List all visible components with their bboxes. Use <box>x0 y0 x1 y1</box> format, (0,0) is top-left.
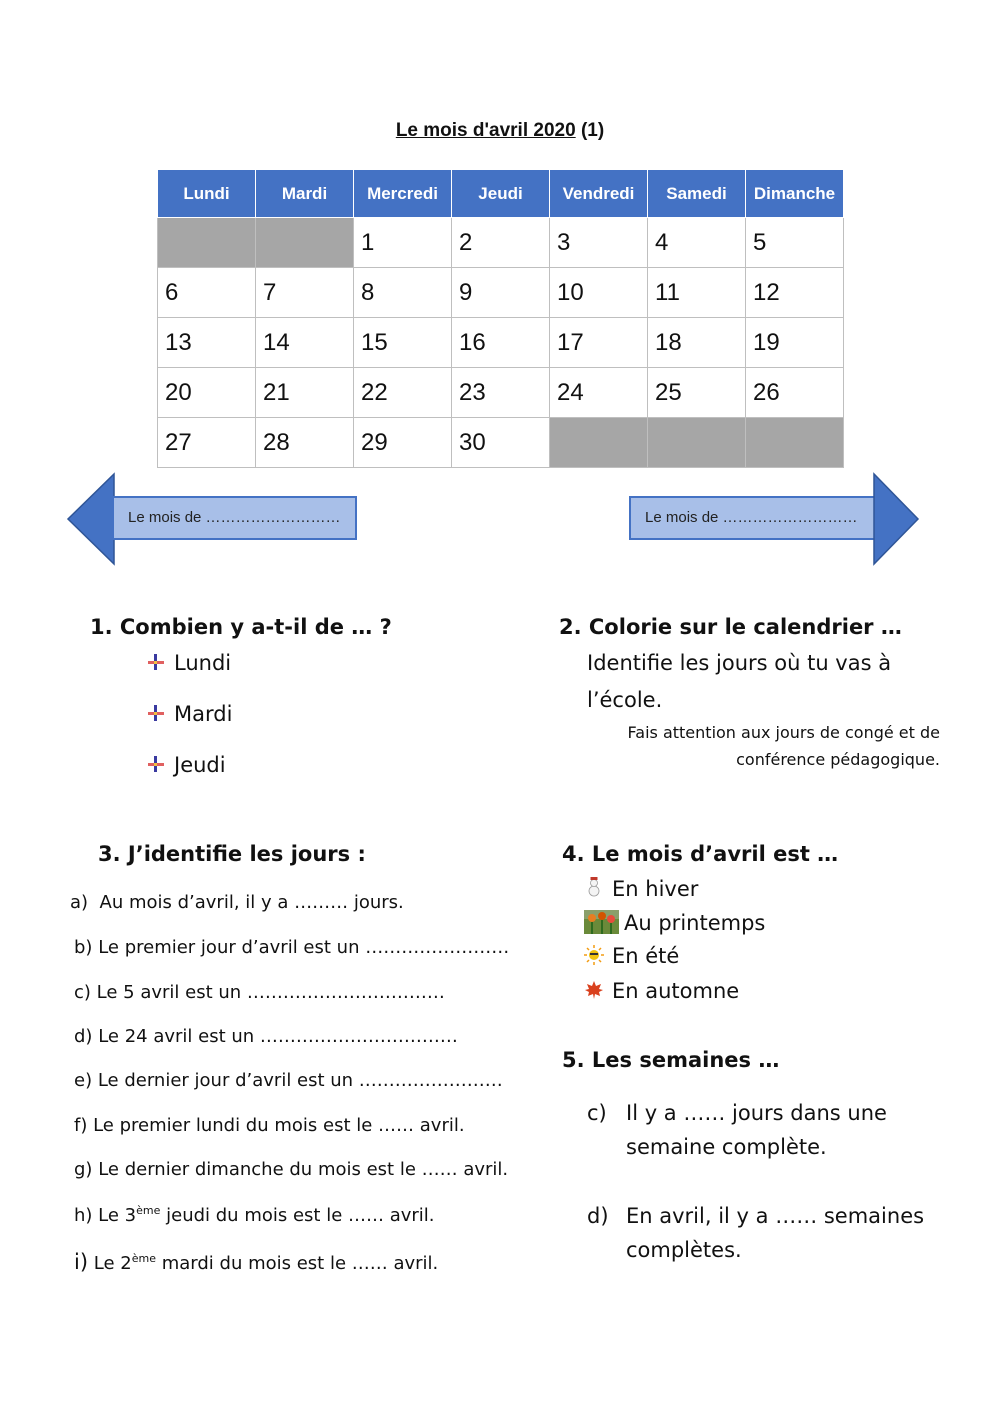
calendar-day-cell[interactable]: 21 <box>256 368 354 418</box>
item-letter: d) <box>587 1204 609 1228</box>
calendar-day-cell[interactable]: 7 <box>256 268 354 318</box>
calendar-day-cell[interactable]: 2 <box>452 218 550 268</box>
calendar-day-cell[interactable]: 18 <box>648 318 746 368</box>
snowman-icon <box>584 876 604 898</box>
item-letter: c) <box>587 1101 607 1125</box>
pushpin-icon <box>146 703 166 723</box>
item-letter: b) <box>74 937 93 958</box>
item-letter: c) <box>74 982 91 1003</box>
calendar-day-cell[interactable]: 13 <box>158 318 256 368</box>
q4-option[interactable] <box>584 876 698 901</box>
title-main: Le mois d'avril 2020 <box>395 120 576 141</box>
calendar-day-cell[interactable]: 8 <box>354 268 452 318</box>
calendar-week <box>158 268 844 318</box>
q1-item <box>146 702 232 726</box>
q3-item <box>74 1204 435 1226</box>
q2-note: Fais attention aux jours de congé et de <box>627 723 940 742</box>
item-text: Le dernier dimanche du mois est le …… avril. <box>98 1159 509 1180</box>
q2-line: l’école. <box>587 688 663 712</box>
calendar-day-cell[interactable]: 30 <box>452 418 550 468</box>
calendar-day-cell[interactable]: 27 <box>158 418 256 468</box>
calendar-day-cell[interactable]: 12 <box>746 268 844 318</box>
q1-item <box>146 753 226 777</box>
q1-item-label: Jeudi <box>174 753 226 777</box>
header-jeudi: Jeudi <box>452 170 550 218</box>
calendar-day-cell[interactable]: 19 <box>746 318 844 368</box>
calendar-week <box>158 418 844 468</box>
item-text: Le dernier jour d’avril est un …………………… <box>97 1070 503 1091</box>
item-letter: g) <box>74 1159 93 1180</box>
item-text: Le premier jour d’avril est un …………………… <box>98 937 510 958</box>
q3-item <box>74 1115 465 1136</box>
calendar-empty-cell <box>648 418 746 468</box>
q4-option-label: En été <box>612 944 680 968</box>
next-month-label[interactable]: Le mois de ……………………… <box>629 496 877 540</box>
q3-heading: 3. J’identifie les jours : <box>98 842 366 866</box>
page-title <box>0 120 1000 142</box>
q1-item-label: Lundi <box>174 651 232 675</box>
q5-heading: 5. Les semaines … <box>562 1048 780 1072</box>
calendar-day-cell[interactable]: 6 <box>158 268 256 318</box>
calendar-day-cell[interactable]: 24 <box>550 368 648 418</box>
q5-item-d-line: complètes. <box>626 1238 742 1262</box>
item-text-pre: Le 2 <box>93 1253 132 1274</box>
item-letter: d) <box>74 1026 93 1047</box>
calendar-day-cell[interactable]: 29 <box>354 418 452 468</box>
q2-heading: 2. Colorie sur le calendrier … <box>559 615 902 639</box>
calendar-table <box>157 169 844 468</box>
calendar-day-cell[interactable]: 14 <box>256 318 354 368</box>
item-text: Le premier lundi du mois est le …… avril. <box>93 1115 465 1136</box>
q3-item <box>74 937 509 958</box>
next-month-arrow-icon[interactable] <box>872 472 920 566</box>
calendar-day-cell[interactable]: 23 <box>452 368 550 418</box>
q4-option-label: Au printemps <box>624 911 766 935</box>
q5-item-d <box>587 1204 609 1228</box>
q4-option[interactable] <box>584 979 739 1003</box>
header-vendredi: Vendredi <box>550 170 648 218</box>
calendar-day-cell[interactable]: 10 <box>550 268 648 318</box>
item-letter: f) <box>74 1115 88 1136</box>
calendar-empty-cell <box>746 418 844 468</box>
header-mardi: Mardi <box>256 170 354 218</box>
calendar-day-cell[interactable]: 11 <box>648 268 746 318</box>
pushpin-icon <box>146 754 166 774</box>
header-dimanche: Dimanche <box>746 170 844 218</box>
q1-item-label: Mardi <box>174 702 233 726</box>
item-letter: h) <box>74 1205 93 1226</box>
title-suffix: (1) <box>575 120 605 141</box>
calendar-day-cell[interactable]: 22 <box>354 368 452 418</box>
calendar-day-cell[interactable]: 26 <box>746 368 844 418</box>
q3-item <box>70 892 404 913</box>
tulips-icon <box>584 910 619 934</box>
maple-leaf-icon <box>584 980 604 1000</box>
item-letter: a) <box>70 892 89 913</box>
item-letter: e) <box>74 1070 93 1091</box>
q5-item-c-line: Il y a …… jours dans une <box>626 1101 887 1125</box>
q5-item-c <box>587 1101 607 1125</box>
item-text: Au mois d’avril, il y a ……… jours. <box>99 892 404 913</box>
q3-item <box>74 982 445 1003</box>
q4-option-label: En automne <box>612 979 740 1003</box>
q3-item <box>74 1026 458 1047</box>
q3-item <box>74 1070 503 1091</box>
q1-heading: 1. Combien y a-t-il de … ? <box>90 615 392 639</box>
q2-note: conférence pédagogique. <box>736 750 940 769</box>
calendar-day-cell[interactable]: 20 <box>158 368 256 418</box>
item-text-sup: ème <box>136 1204 161 1217</box>
calendar-day-cell[interactable]: 16 <box>452 318 550 368</box>
calendar-day-cell[interactable]: 17 <box>550 318 648 368</box>
calendar-week <box>158 318 844 368</box>
prev-month-label[interactable]: Le mois de ……………………… <box>112 496 357 540</box>
calendar-day-cell[interactable]: 9 <box>452 268 550 318</box>
q5-item-c-line: semaine complète. <box>626 1135 827 1159</box>
item-text-post: mardi du mois est le …… avril. <box>156 1253 439 1274</box>
item-text-post: jeudi du mois est le …… avril. <box>160 1205 435 1226</box>
pushpin-icon <box>146 652 166 672</box>
calendar-day-cell[interactable]: 28 <box>256 418 354 468</box>
calendar-day-cell[interactable]: 15 <box>354 318 452 368</box>
q3-item <box>74 1250 438 1274</box>
calendar-empty-cell <box>256 218 354 268</box>
q5-item-d-line: En avril, il y a …… semaines <box>626 1204 925 1228</box>
header-lundi: Lundi <box>158 170 256 218</box>
q4-option[interactable] <box>584 944 679 968</box>
header-mercredi: Mercredi <box>354 170 452 218</box>
sun-icon <box>584 945 604 965</box>
item-text: Le 24 avril est un …………………………… <box>98 1026 458 1047</box>
calendar-empty-cell <box>550 418 648 468</box>
item-text-sup: ème <box>131 1252 156 1265</box>
q4-option-label: En hiver <box>612 877 699 901</box>
calendar-day-cell[interactable]: 1 <box>354 218 452 268</box>
prev-month-arrow-icon[interactable] <box>66 472 116 566</box>
calendar-day-cell[interactable]: 5 <box>746 218 844 268</box>
q3-item <box>74 1159 508 1180</box>
item-text-pre: Le 3 <box>98 1205 137 1226</box>
calendar-day-cell[interactable]: 4 <box>648 218 746 268</box>
calendar-day-cell[interactable]: 25 <box>648 368 746 418</box>
item-text: Le 5 avril est un …………………………… <box>96 982 445 1003</box>
q2-line: Identifie les jours où tu vas à <box>587 651 892 675</box>
item-letter: i) <box>74 1250 89 1274</box>
q4-option[interactable] <box>584 910 765 935</box>
calendar-empty-cell <box>158 218 256 268</box>
calendar-week <box>158 368 844 418</box>
q4-heading: 4. Le mois d’avril est … <box>562 842 839 866</box>
calendar-week <box>158 218 844 268</box>
calendar-header-row <box>158 170 844 218</box>
q1-item <box>146 651 231 675</box>
calendar-day-cell[interactable]: 3 <box>550 218 648 268</box>
header-samedi: Samedi <box>648 170 746 218</box>
